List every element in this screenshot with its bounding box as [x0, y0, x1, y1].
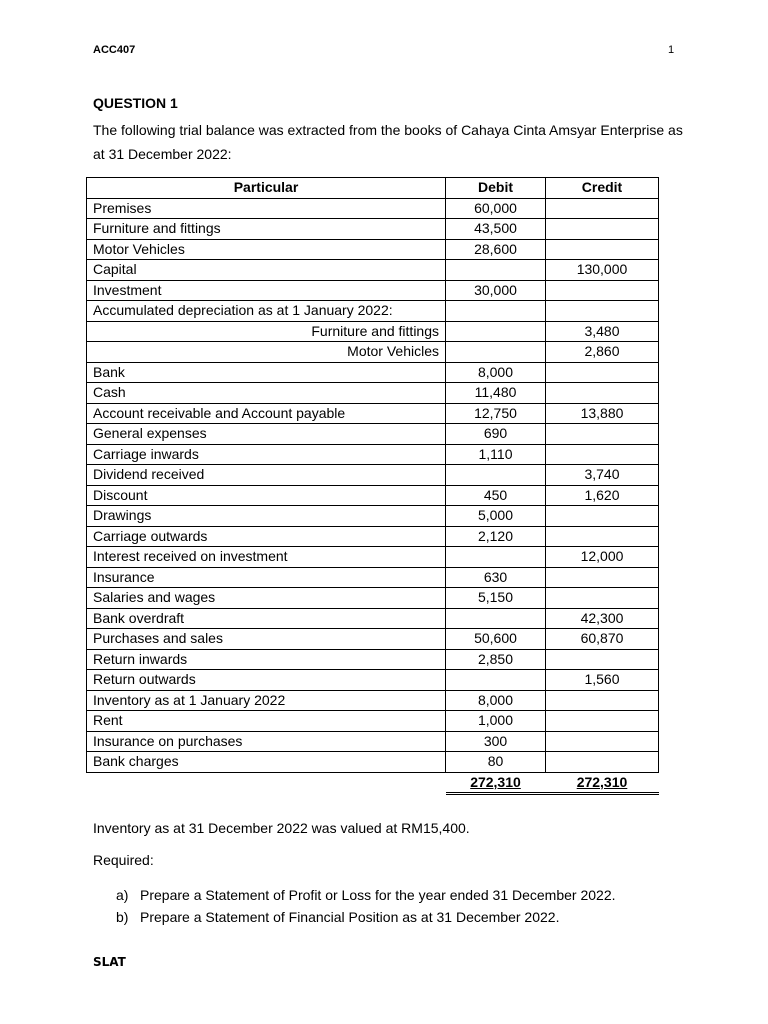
- row-particular: Carriage outwards: [87, 526, 446, 547]
- row-debit: 690: [446, 424, 546, 445]
- row-credit: [546, 280, 659, 301]
- row-particular: Bank charges: [87, 752, 446, 773]
- row-debit: 1,000: [446, 711, 546, 732]
- row-debit: 11,480: [446, 383, 546, 404]
- page-number: 1: [668, 44, 675, 56]
- table-row: [87, 424, 659, 445]
- row-credit: 60,870: [546, 629, 659, 650]
- row-debit: 60,000: [446, 198, 546, 219]
- table-row: [87, 608, 659, 629]
- row-particular: Insurance: [87, 567, 446, 588]
- row-credit: 3,480: [546, 321, 659, 342]
- trial-balance-table: [86, 177, 659, 795]
- row-particular: Dividend received: [87, 465, 446, 486]
- question-title: QUESTION 1: [93, 95, 178, 111]
- row-particular: Capital: [87, 260, 446, 281]
- row-debit: 2,850: [446, 649, 546, 670]
- row-particular: Rent: [87, 711, 446, 732]
- row-debit: [446, 321, 546, 342]
- row-credit: [546, 383, 659, 404]
- row-credit: [546, 752, 659, 773]
- totals-row: [87, 772, 659, 794]
- row-credit: [546, 649, 659, 670]
- row-particular: Investment: [87, 280, 446, 301]
- row-debit: 630: [446, 567, 546, 588]
- row-debit: 30,000: [446, 280, 546, 301]
- row-credit: 3,740: [546, 465, 659, 486]
- row-debit: 2,120: [446, 526, 546, 547]
- inventory-note: Inventory as at 31 December 2022 was valued at RM15,400.: [93, 820, 470, 836]
- row-debit: 12,750: [446, 403, 546, 424]
- totals-spacer: [87, 772, 446, 794]
- table-row: [87, 465, 659, 486]
- row-particular: Discount: [87, 485, 446, 506]
- table-row: [87, 670, 659, 691]
- row-particular: Motor Vehicles: [87, 342, 446, 363]
- row-credit: [546, 711, 659, 732]
- row-credit: 130,000: [546, 260, 659, 281]
- row-debit: [446, 260, 546, 281]
- row-particular: Return outwards: [87, 670, 446, 691]
- row-credit: 42,300: [546, 608, 659, 629]
- row-debit: 8,000: [446, 690, 546, 711]
- table-row: [87, 690, 659, 711]
- row-particular: Interest received on investment: [87, 547, 446, 568]
- row-debit: 8,000: [446, 362, 546, 383]
- task-text: Prepare a Statement of Financial Position as at 31 December 2022.: [140, 909, 560, 925]
- row-particular: Carriage inwards: [87, 444, 446, 465]
- table-row: [87, 649, 659, 670]
- total-credit: 272,310: [546, 772, 659, 794]
- row-particular: Purchases and sales: [87, 629, 446, 650]
- row-particular: Insurance on purchases: [87, 731, 446, 752]
- row-debit: 1,110: [446, 444, 546, 465]
- table-row: [87, 301, 659, 322]
- row-credit: 13,880: [546, 403, 659, 424]
- table-row: [87, 567, 659, 588]
- row-debit: [446, 670, 546, 691]
- table-row: [87, 198, 659, 219]
- row-debit: [446, 547, 546, 568]
- row-debit: [446, 465, 546, 486]
- table-row: [87, 506, 659, 527]
- question-intro: The following trial balance was extracted from the books of Cahaya Cinta Amsyar Enterprise as at 31 December 2022:: [93, 122, 683, 162]
- row-particular: Return inwards: [87, 649, 446, 670]
- row-debit: 43,500: [446, 219, 546, 240]
- header-particular: Particular: [87, 178, 446, 199]
- task-item-b: [116, 906, 616, 928]
- row-particular: Salaries and wages: [87, 588, 446, 609]
- row-particular: Cash: [87, 383, 446, 404]
- table-row: [87, 485, 659, 506]
- row-credit: [546, 362, 659, 383]
- row-particular: Account receivable and Account payable: [87, 403, 446, 424]
- row-credit: [546, 506, 659, 527]
- table-row: [87, 219, 659, 240]
- table-row: [87, 629, 659, 650]
- row-debit: 80: [446, 752, 546, 773]
- task-item-a: [116, 884, 616, 906]
- row-debit: 450: [446, 485, 546, 506]
- row-credit: [546, 690, 659, 711]
- table-row: [87, 403, 659, 424]
- row-debit: [446, 608, 546, 629]
- total-debit: 272,310: [446, 772, 546, 794]
- row-particular: Drawings: [87, 506, 446, 527]
- table-row: [87, 383, 659, 404]
- table-body: [87, 198, 659, 772]
- row-credit: [546, 567, 659, 588]
- row-credit: [546, 301, 659, 322]
- row-particular: Inventory as at 1 January 2022: [87, 690, 446, 711]
- row-debit: 50,600: [446, 629, 546, 650]
- row-credit: 12,000: [546, 547, 659, 568]
- row-particular: Accumulated depreciation as at 1 January 2022:: [87, 301, 446, 322]
- row-credit: [546, 424, 659, 445]
- required-label: Required:: [93, 852, 154, 868]
- task-list: [116, 884, 616, 928]
- row-credit: [546, 526, 659, 547]
- table-row: [87, 342, 659, 363]
- task-label: b): [116, 909, 129, 925]
- row-particular: Premises: [87, 198, 446, 219]
- row-debit: 300: [446, 731, 546, 752]
- row-credit: [546, 731, 659, 752]
- footer-label: SLAT: [93, 955, 126, 969]
- row-credit: [546, 239, 659, 260]
- row-credit: [546, 198, 659, 219]
- table-row: [87, 260, 659, 281]
- table-row: [87, 752, 659, 773]
- table-row: [87, 588, 659, 609]
- table-row: [87, 526, 659, 547]
- header-debit: Debit: [446, 178, 546, 199]
- row-particular: Motor Vehicles: [87, 239, 446, 260]
- table-row: [87, 362, 659, 383]
- row-debit: 5,150: [446, 588, 546, 609]
- table-row: [87, 321, 659, 342]
- row-particular: Furniture and fittings: [87, 219, 446, 240]
- header-credit: Credit: [546, 178, 659, 199]
- row-credit: 1,620: [546, 485, 659, 506]
- row-particular: General expenses: [87, 424, 446, 445]
- task-label: a): [116, 887, 129, 903]
- table-row: [87, 711, 659, 732]
- table-row: [87, 547, 659, 568]
- table-header-row: [87, 178, 659, 199]
- row-debit: [446, 342, 546, 363]
- course-code: ACC407: [93, 44, 136, 56]
- table-row: [87, 444, 659, 465]
- table-row: [87, 731, 659, 752]
- row-credit: [546, 219, 659, 240]
- table-row: [87, 239, 659, 260]
- row-particular: Furniture and fittings: [87, 321, 446, 342]
- row-credit: 1,560: [546, 670, 659, 691]
- row-debit: 28,600: [446, 239, 546, 260]
- row-particular: Bank: [87, 362, 446, 383]
- row-debit: 5,000: [446, 506, 546, 527]
- row-credit: [546, 588, 659, 609]
- row-credit: [546, 444, 659, 465]
- row-debit: [446, 301, 546, 322]
- row-particular: Bank overdraft: [87, 608, 446, 629]
- task-text: Prepare a Statement of Profit or Loss for the year ended 31 December 2022.: [140, 887, 616, 903]
- row-credit: 2,860: [546, 342, 659, 363]
- table-row: [87, 280, 659, 301]
